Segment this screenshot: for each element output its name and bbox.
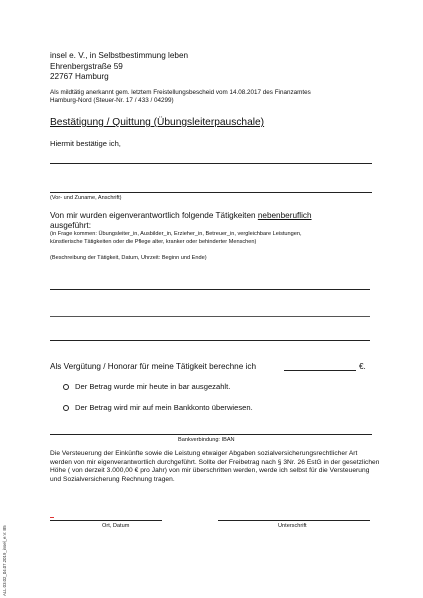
signature-line[interactable] [218, 520, 370, 521]
description-label: (Beschreibung der Tätigkeit, Datum, Uhrzeit: Beginn und Ende) [50, 255, 207, 261]
side-code: ALL 03.02_04.07.2019_insel_e.V. B5 [2, 525, 7, 596]
name-line-2[interactable] [50, 192, 372, 193]
org-street: Ehrenbergstraße 59 [50, 61, 123, 71]
tax-note-line1: Als mildtätig anerkannt gem. letztem Freistellungsbescheid vom 14.08.2017 des Finanzamtes [50, 89, 311, 96]
place-date-label: Ort, Datum [102, 523, 130, 529]
document-title: Bestätigung / Quittung (Übungsleiterpauschale) [50, 117, 265, 128]
activities-hint1: (in Frage kommen: Übungsleiter_in, Ausbilder_in, Erzieher_in, Betreuer_in, vergleichbare Leistungen, [50, 231, 302, 237]
signature-label: Unterschrift [278, 523, 307, 529]
name-label: (Vor- und Zuname, Anschrift) [50, 195, 122, 201]
name-line-1[interactable] [50, 163, 372, 164]
description-line-2[interactable] [50, 316, 370, 317]
option-cash-radio[interactable] [63, 384, 69, 390]
place-date-line[interactable] [50, 520, 162, 521]
activities-line2: ausgeführt: [50, 221, 91, 230]
description-line-1[interactable] [50, 289, 370, 290]
bank-label: Bankverbindung: IBAN [178, 437, 235, 443]
tax-note-line2: Hamburg-Nord (Steuer-Nr. 17 / 433 / 04299) [50, 97, 174, 104]
option-bank-label: Der Betrag wird mir auf mein Bankkonto überwiesen. [75, 403, 253, 412]
currency-label: €. [359, 362, 366, 371]
activities-line1 [50, 211, 312, 220]
description-line-3[interactable] [50, 340, 370, 341]
amount-line[interactable] [284, 370, 356, 371]
payment-text: Als Vergütung / Honorar für meine Tätigkeit berechne ich [50, 362, 257, 371]
iban-line[interactable] [50, 434, 372, 435]
option-cash-label: Der Betrag wurde mir heute in bar ausgezahlt. [75, 382, 231, 391]
org-name: insel e. V., in Selbstbestimmung leben [50, 51, 189, 60]
activities-emphasis: nebenberuflich [257, 211, 312, 220]
confirm-text: Hiermit bestätige ich, [50, 139, 121, 148]
activities-hint2: künstlerische Tätigkeiten oder die Pflege alter, kranker oder behinderter Menschen) [50, 239, 257, 245]
tax-paragraph: Die Versteuerung der Einkünfte sowie die Leistung etwaiger Abgaben sozialversicherungsrechtlicher Art werden von mir eigenverantwortlich durchgeführt. Sollte der Freibetrag nach § 3Nr. 26 EstG in der gesetzlichen Höhe ( von derzeit 3.000,00 € pro Jahr) von mir überschritten werden, werde ich selbst für die Versteuerung und Sozialversicherung Rechnung tragen. [50, 450, 380, 483]
option-bank-radio[interactable] [63, 405, 69, 411]
red-mark [50, 517, 54, 518]
org-city: 22767 Hamburg [50, 72, 109, 81]
activities-prefix: Von mir wurden eigenverantwortlich folgende Tätigkeiten [50, 211, 258, 220]
